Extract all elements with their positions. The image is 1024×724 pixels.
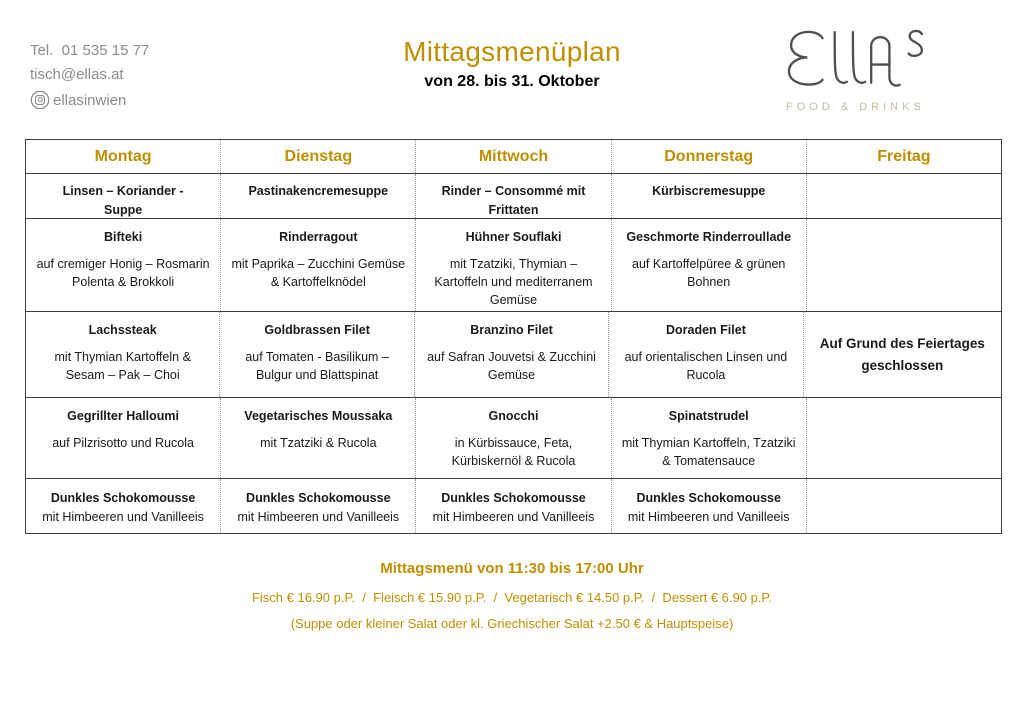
menu-cell — [414, 312, 608, 397]
dish-name: Bifteki — [104, 230, 143, 244]
dessert-row — [26, 478, 1001, 533]
menu-cell — [608, 312, 802, 397]
menu-cell — [611, 219, 806, 311]
price-list: Fisch € 16.90 p.P. / Fleisch € 15.90 p.P. / Vegetarisch € 14.50 p.P. / Dessert € 6.90 p.P. — [251, 590, 773, 605]
dish-description: auf Kartoffelpüree & grünen Bohnen — [632, 257, 786, 290]
meat-course-row — [26, 218, 1001, 311]
menu-cell — [26, 219, 220, 311]
dish-description: mit Thymian Kartoffeln & Sesam – Pak – Choi — [54, 350, 191, 383]
menu-cell-empty — [806, 219, 1001, 311]
dish-description: auf Pilzrisotto und Rucola — [52, 436, 194, 451]
dish-description: mit Tzatziki & Rucola — [260, 436, 377, 451]
menu-cell — [220, 398, 415, 478]
dish-description: auf Tomaten - Basilikum – Bulgur und Blattspinat — [245, 350, 389, 383]
dish-description: mit Thymian Kartoffeln, Tzatziki & Tomatensauce — [621, 436, 796, 469]
menu-cell — [611, 479, 806, 533]
footer-block — [0, 560, 1024, 631]
menu-cell — [415, 479, 610, 533]
instagram-row — [30, 90, 149, 110]
dish-description: auf cremiger Honig – Rosmarin Polenta & Brokkoli — [36, 257, 210, 290]
day-header-donnerstag: Donnerstag — [611, 140, 806, 173]
soup-donnerstag: Kürbiscremesuppe — [611, 174, 806, 218]
dish-description: mit Himbeeren und Vanilleeis — [42, 509, 204, 524]
menu-cell — [26, 398, 220, 478]
dish-name: Hühner Souflaki — [465, 230, 562, 244]
lunch-hours: Mittagsmenü von 11:30 bis 17:00 Uhr — [380, 560, 644, 577]
soup-dienstag: Pastinakencremesuppe — [220, 174, 415, 218]
menu-cell — [220, 219, 415, 311]
ellas-wordmark-icon — [782, 24, 942, 95]
dish-name: Dunkles Schokomousse — [50, 491, 196, 505]
menu-composition-note: (Suppe oder kleiner Salat oder kl. Griechischer Salat +2.50 € & Hauptspeise) — [290, 616, 734, 631]
page-subtitle: von 28. bis 31. Oktober — [424, 73, 600, 90]
day-header-freitag: Freitag — [806, 140, 1001, 173]
dish-description: auf Safran Jouvetsi & Zucchini Gemüse — [427, 350, 596, 383]
email-address: tisch@ellas.at — [30, 66, 124, 83]
menu-cell — [219, 312, 413, 397]
dish-name: Rinderragout — [279, 230, 358, 244]
dish-name: Doraden Filet — [665, 323, 746, 337]
menu-cell — [26, 479, 220, 533]
instagram-icon — [30, 90, 50, 110]
menu-cell — [26, 312, 219, 397]
soup-montag: Linsen – Koriander - Suppe — [62, 184, 184, 217]
page-title: Mittagsmenüplan — [403, 36, 621, 67]
dish-description: mit Paprika – Zucchini Gemüse & Kartoffelknödel — [231, 257, 406, 290]
dish-name: Goldbrassen Filet — [264, 323, 370, 337]
dish-description: mit Himbeeren und Vanilleeis — [432, 509, 595, 524]
soup-row — [26, 173, 1001, 218]
vegetarian-course-row — [26, 397, 1001, 478]
instagram-handle: ellasinwien — [53, 91, 127, 109]
dish-name: Lachssteak — [88, 323, 157, 337]
logo-tagline: FOOD & DRINKS — [786, 101, 925, 113]
dish-name: Dunkles Schokomousse — [636, 491, 781, 505]
title-block — [262, 36, 762, 91]
menu-cell — [611, 398, 806, 478]
closed-holiday-notice: Auf Grund des Feiertages geschlossen — [803, 312, 1001, 397]
dish-name: Geschmorte Rinderroullade — [626, 230, 792, 244]
ellas-logo — [782, 24, 942, 113]
dish-name: Dunkles Schokomousse — [441, 491, 586, 505]
menu-table — [25, 139, 1002, 534]
contact-block — [30, 42, 149, 110]
menu-cell — [415, 398, 610, 478]
dish-description: auf orientalischen Linsen und Rucola — [624, 350, 788, 383]
dish-name: Vegetarisches Moussaka — [244, 409, 393, 423]
phone-number: Tel. 01 535 15 77 — [30, 42, 150, 59]
menu-cell-empty — [806, 398, 1001, 478]
menu-cell — [220, 479, 415, 533]
dish-name: Dunkles Schokomousse — [246, 491, 391, 505]
menu-cell-empty — [806, 479, 1001, 533]
dish-description: mit Himbeeren und Vanilleeis — [237, 509, 400, 524]
dish-description: in Kürbissauce, Feta, Kürbiskernöl & Rucola — [451, 436, 576, 469]
soup-mittwoch: Rinder – Consommé mit Frittaten — [415, 174, 610, 218]
day-header-montag: Montag — [94, 147, 152, 165]
menu-cell — [415, 219, 610, 311]
fish-course-row — [26, 311, 1001, 397]
soup-freitag — [806, 174, 1001, 218]
day-header-mittwoch: Mittwoch — [415, 140, 610, 173]
dish-name: Gnocchi — [488, 409, 539, 423]
dish-description: mit Tzatziki, Thymian – Kartoffeln und mediterranem Gemüse — [434, 257, 593, 308]
day-header-row — [26, 140, 1001, 173]
dish-description: mit Himbeeren und Vanilleeis — [627, 509, 790, 524]
dish-name: Spinatstrudel — [668, 409, 749, 423]
dish-name: Gegrillter Halloumi — [67, 409, 180, 423]
dish-name: Branzino Filet — [470, 323, 553, 337]
day-header-dienstag: Dienstag — [220, 140, 415, 173]
